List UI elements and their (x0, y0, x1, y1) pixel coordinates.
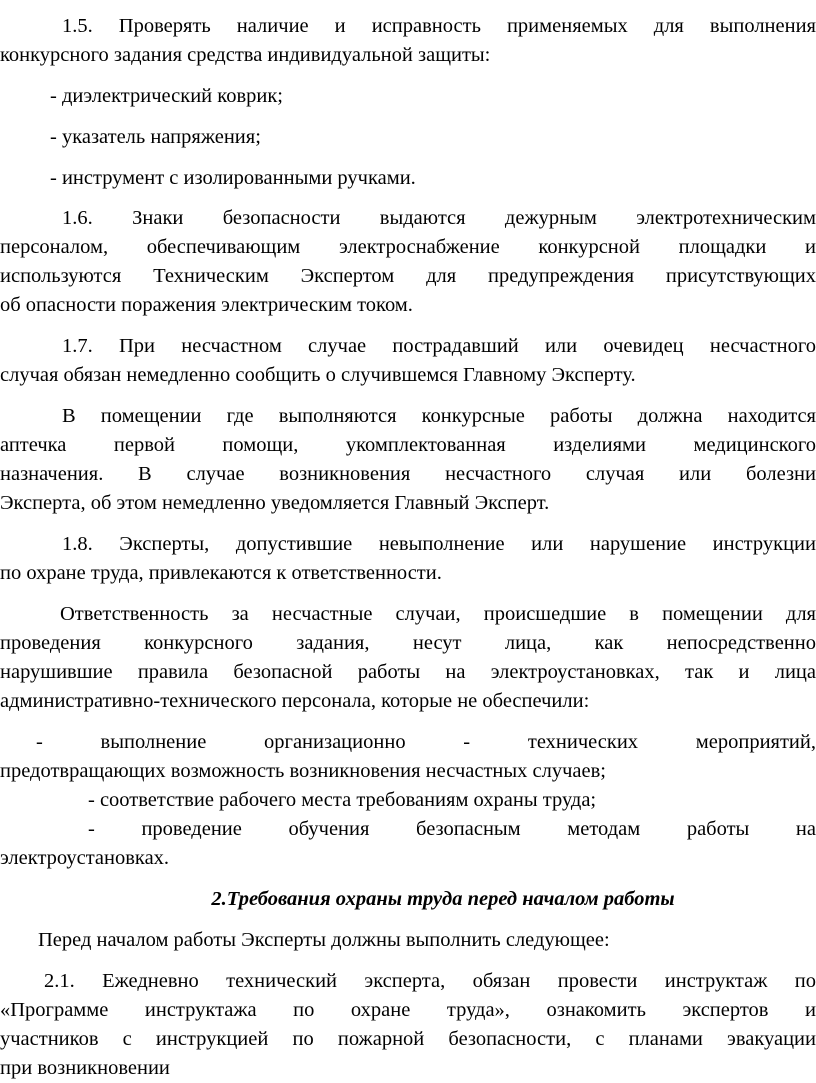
text-line: Эксперта, об этом немедленно уведомляется Главный Эксперт. (0, 492, 550, 514)
text-line: 1.6. Знаки безопасности выдаются дежурным электротехническим (62, 207, 816, 229)
list-item: - проведение обучения безопасным методам работы на (88, 818, 816, 840)
text-line: по охране труда, привлекаются к ответственности. (0, 562, 442, 584)
text-line: 2.1. Ежедневно технический эксперта, обязан провести инструктаж по (44, 970, 816, 992)
text-line: аптечка первой помощи, укомплектованная изделиями медицинского (0, 434, 816, 456)
text-line: об опасности поражения электрическим током. (0, 294, 413, 316)
text-line: конкурсного задания средства индивидуальной защиты: (0, 44, 491, 66)
text-line: административно-технического персонала, которые не обеспечили: (0, 690, 590, 712)
text-line: 1.7. При несчастном случае пострадавший или очевидец несчастного (62, 335, 816, 357)
text-line: участников с инструкцией по пожарной безопасности, с планами эвакуации (0, 1028, 816, 1050)
text-line: при возникновении (0, 1057, 170, 1079)
text-line: «Программе инструктажа по охране труда», ознакомить экспертов и (0, 999, 816, 1021)
list-item: - инструмент с изолированными ручками. (50, 167, 416, 189)
list-item: - выполнение организационно - технических мероприятий, (36, 731, 816, 753)
text-line: персоналом, обеспечивающим электроснабжение конкурсной площадки и (0, 236, 816, 258)
list-item: - указатель напряжения; (50, 126, 261, 148)
text-line: Ответственность за несчастные случаи, происшедшие в помещении для (60, 603, 816, 625)
text-line: случая обязан немедленно сообщить о случившемся Главному Эксперту. (0, 364, 636, 386)
list-item: - диэлектрический коврик; (50, 85, 283, 107)
text-line: предотвращающих возможность возникновения несчастных случаев; (0, 760, 606, 782)
text-line: 1.8. Эксперты, допустившие невыполнение или нарушение инструкции (62, 533, 816, 555)
text-line: электроустановках. (0, 847, 170, 869)
text-line: Перед началом работы Эксперты должны выполнить следующее: (38, 929, 610, 951)
text-line: назначения. В случае возникновения несчастного случая или болезни (0, 463, 816, 485)
text-line: В помещении где выполняются конкурсные работы должна находится (62, 405, 816, 427)
section-heading: 2.Требования охраны труда перед началом работы (211, 888, 675, 910)
text-line: проведения конкурсного задания, несут лица, как непосредственно (0, 632, 816, 654)
text-line: нарушившие правила безопасной работы на электроустановках, так и лица (0, 661, 816, 683)
text-line: 1.5. Проверять наличие и исправность применяемых для выполнения (62, 15, 816, 37)
text-line: используются Техническим Экспертом для предупреждения присутствующих (0, 265, 816, 287)
list-item: - соответствие рабочего места требованиям охраны труда; (88, 789, 597, 811)
